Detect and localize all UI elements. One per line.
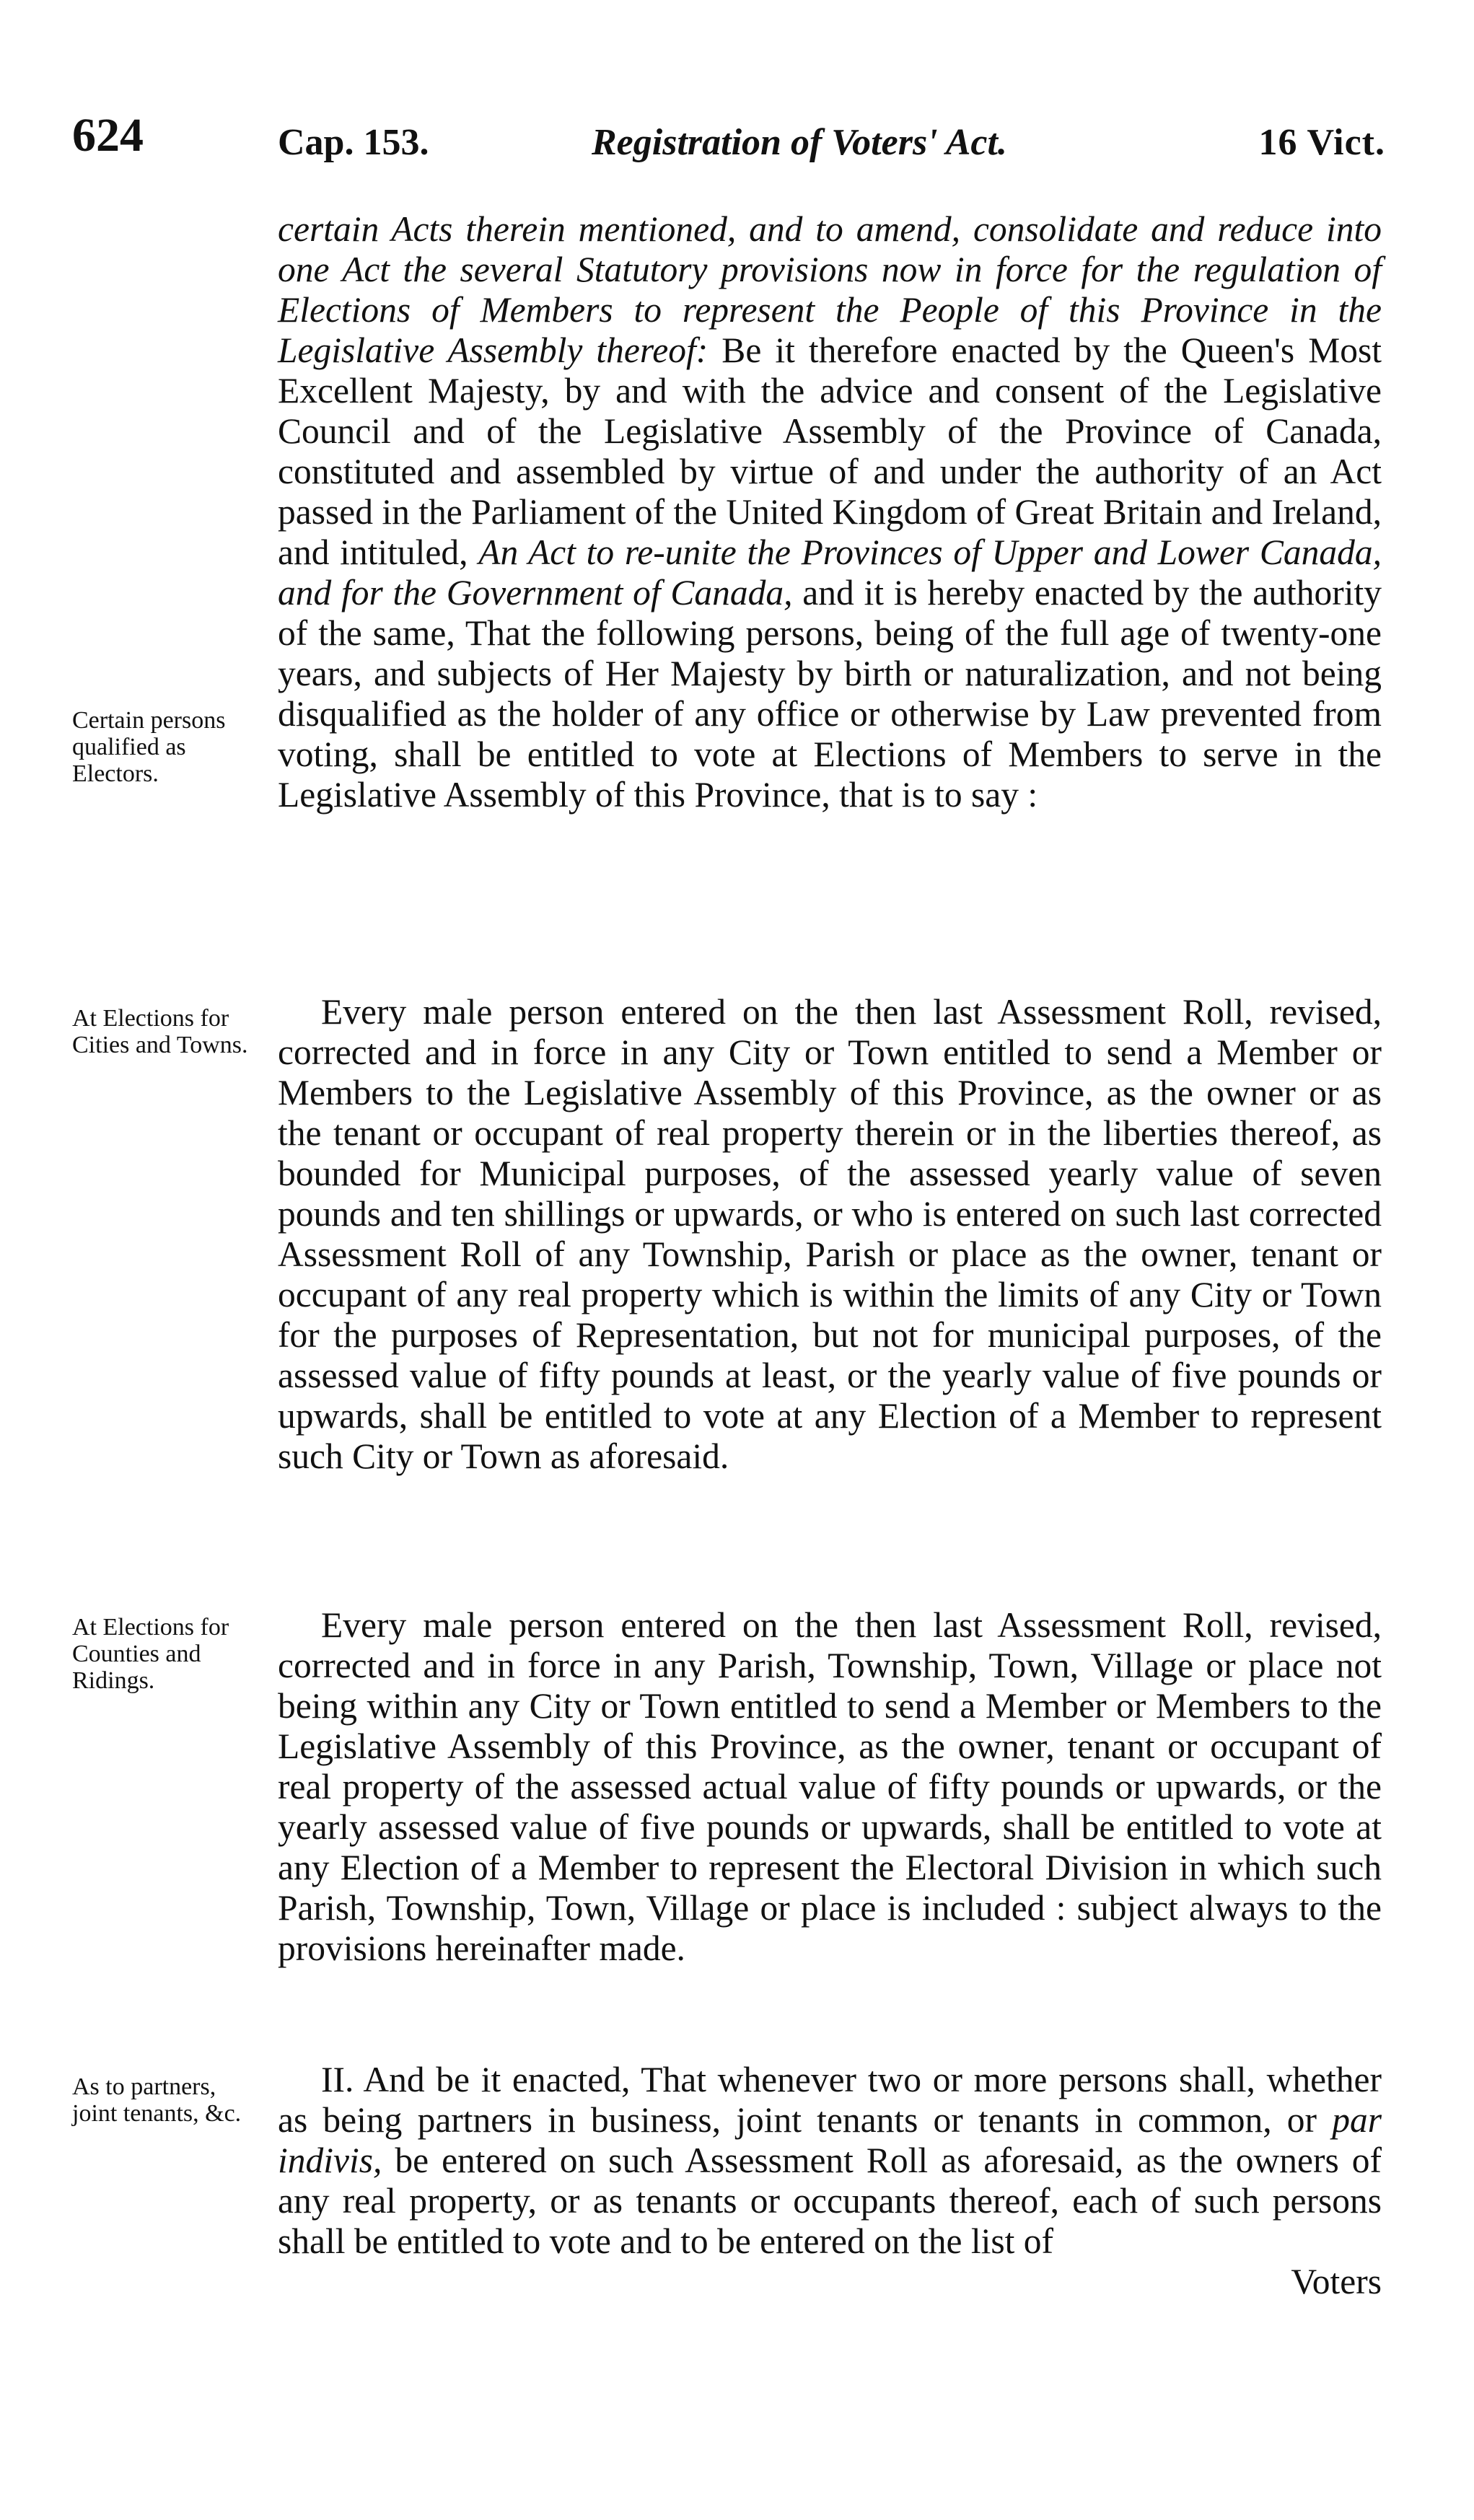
section-two-part-a: II. And be it enacted, That whenever two or more persons shall, whether as being partners in business, joint tenants or tenants in common, or [278,2060,1382,2140]
preamble-italic: certain Acts therein mentioned, and to amend, consolidate and reduce into one Act the several Statutory provisions now in force for the regulation of Elections of Members to represent the People of this Province in the Legislative Assembly thereof: [278,209,1382,370]
par-indivis-term: par indivis, [278,2100,1382,2180]
cities-paragraph-text: Every male person entered on the then last Assessment Roll, revised, corrected and in force in any City or Town entitled to send a Member or Members to the Legislative Assembly of this Province, as the owner or as the tenant or occupant of real property therein or in the liberties thereof, as bounded for Municipal purposes, of the assessed yearly value of seven pounds and ten shillings or upwards, or who is entered on such last corrected Assessment Roll of any Township, Parish or place as the owner, tenant or occupant of any real property which is within the limits of any City or Town for the purposes of Representation, but not for municipal purposes, of the assessed value of fifty pounds at least, or the yearly value of five pounds or upwards, shall be entitled to vote at any Election of a Member to represent such City or Town as aforesaid. [278,992,1382,1476]
section-two-part-b: be entered on such Assessment Roll as aforesaid, as the owners of any real property, or as tenants or occupants thereof, each of such persons shall be entitled to vote and to be entered on the list of [278,2141,1382,2261]
running-title: Registration of Voters' Act. [592,122,1007,163]
catchword: Voters [1291,2262,1382,2301]
margin-note-cities: At Elections for Cities and Towns. [72,1005,248,1058]
margin-note-counties: At Elections for Counties and Ridings. [72,1614,229,1694]
margin-note-electors: Certain persons qualified as Electors. [72,707,226,787]
enacting-clause-part-a: Be it therefore enacted by the Queen's Most Excellent Majesty, by and with the advice and consent of the Legislative Council and of the Legislative Assembly of the Province of Canada, constituted and assembled by virtue of and under the authority of an Act passed in the Parliament of the United Kingdom of Great Britain and Ireland, and intituled, [278,330,1382,572]
preamble-and-enacting-clause [278,209,1382,815]
enacting-clause-part-b: and it is hereby enacted by the authority of the same, That the following persons, being of the full age of twenty-one years, and subjects of Her Majesty by birth or naturalization, and not being disqualified as the holder of any office or otherwise by Law prevented from voting, shall be entitled to vote at Elections of Members to serve in the Legislative Assembly of this Province, that is to say : [278,573,1382,815]
margin-note-partners: As to partners, joint tenants, &c. [72,2073,242,2127]
page-header [72,108,1392,188]
union-act-title: An Act to re-unite the Provinces of Upper and Lower Canada, and for the Government of Canada, [278,532,1382,613]
paragraph-counties-and-ridings [278,1605,1382,1969]
paragraph-cities-and-towns [278,992,1382,1477]
page-number: 624 [72,109,144,162]
section-two [278,2060,1382,2302]
regnal-year: 16 Vict. [1258,122,1385,163]
chapter-number: Cap. 153. [278,122,429,163]
counties-paragraph-text: Every male person entered on the then last Assessment Roll, revised, corrected and in force in any Parish, Township, Town, Village or place not being within any City or Town entitled to send a Member or Members to the Legislative Assembly of this Province, as the owner, tenant or occupant of real property of the assessed actual value of fifty pounds or upwards, or the yearly assessed value of five pounds or upwards, shall be entitled to vote at any Election of a Member to represent the Electoral Division in which such Parish, Township, Town, Village or place is included : subject always to the provisions hereinafter made. [278,1605,1382,1968]
